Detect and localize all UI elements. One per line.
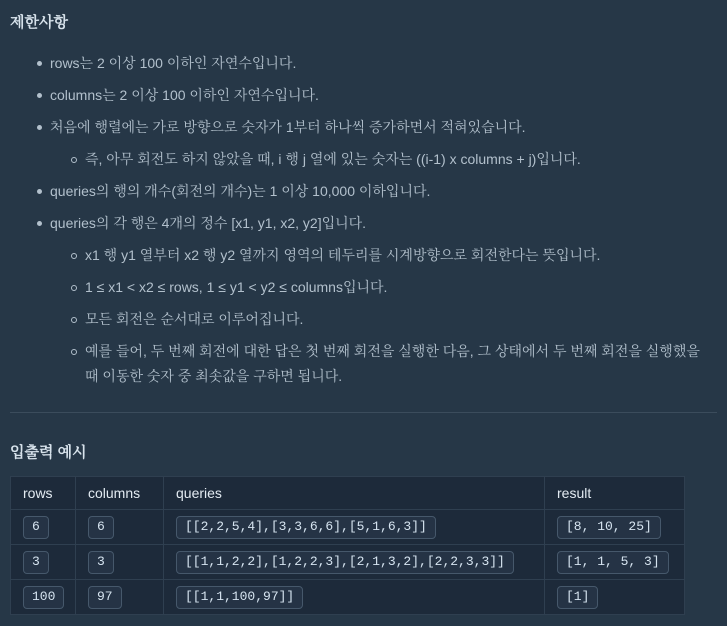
constraint-text: columns는 2 이상 100 이하인 자연수입니다. [50,87,319,103]
constraint-item [10,179,717,204]
cell-result [545,510,685,545]
table-header-row [11,477,685,510]
code-value: 100 [23,586,64,609]
cell-result [545,580,685,615]
examples-table [10,476,685,615]
code-value: [1, 1, 5, 3] [557,551,669,574]
constraint-item [10,211,717,236]
constraints-list [10,51,717,389]
examples-title: 입출력 예시 [10,444,87,461]
circle-bullet-icon [71,317,77,323]
code-value: [1] [557,586,598,609]
constraint-subitem [10,307,717,332]
cell-columns [76,580,164,615]
circle-bullet-icon [71,253,77,259]
constraint-text: 예를 들어, 두 번째 회전에 대한 답은 첫 번째 회전을 실행한 다음, 그 상태에서 두 번째 회전을 실행했을 때 이동한 숫자 중 최솟값을 구하면 됩니다. [85,343,700,384]
col-header-rows: rows [11,477,76,510]
cell-columns [76,510,164,545]
table-row [11,580,685,615]
constraint-text: 즉, 아무 회전도 하지 않았을 때, i 행 j 열에 있는 숫자는 ((i-1) x columns + j)입니다. [85,151,581,167]
code-value: [8, 10, 25] [557,516,661,539]
bullet-icon [37,125,42,130]
constraint-item [10,115,717,140]
restrictions-title: 제한사항 [10,14,68,31]
bullet-icon [37,61,42,66]
constraint-item [10,83,717,108]
constraint-subitem [10,339,717,389]
section-divider [10,412,717,413]
col-header-result: result [545,477,685,510]
cell-queries [164,580,545,615]
cell-result [545,545,685,580]
table-row [11,545,685,580]
bullet-icon [37,93,42,98]
constraint-subitem [10,243,717,268]
code-value: [[2,2,5,4],[3,3,6,6],[5,1,6,3]] [176,516,436,539]
bullet-icon [37,221,42,226]
constraint-text: 1 ≤ x1 < x2 ≤ rows, 1 ≤ y1 < y2 ≤ columns입니다. [85,279,388,295]
circle-bullet-icon [71,285,77,291]
col-header-queries: queries [164,477,545,510]
circle-bullet-icon [71,349,77,355]
constraint-text: 처음에 행렬에는 가로 방향으로 숫자가 1부터 하나씩 증가하면서 적혀있습니다. [50,119,526,135]
cell-columns [76,545,164,580]
cell-rows [11,510,76,545]
cell-rows [11,545,76,580]
constraint-subitem [10,147,717,172]
cell-rows [11,580,76,615]
circle-bullet-icon [71,157,77,163]
code-value: [[1,1,2,2],[1,2,2,3],[2,1,3,2],[2,2,3,3]] [176,551,514,574]
constraint-text: rows는 2 이상 100 이하인 자연수입니다. [50,55,297,71]
constraint-subitem [10,275,717,300]
constraint-text: queries의 각 행은 4개의 정수 [x1, y1, x2, y2]입니다. [50,215,367,231]
constraint-text: x1 행 y1 열부터 x2 행 y2 열까지 영역의 테두리를 시계방향으로 회전한다는 뜻입니다. [85,247,601,263]
constraint-text: 모든 회전은 순서대로 이루어집니다. [85,311,304,327]
code-value: 6 [88,516,114,539]
bullet-icon [37,189,42,194]
constraint-text: queries의 행의 개수(회전의 개수)는 1 이상 10,000 이하입니다. [50,183,431,199]
code-value: 3 [23,551,49,574]
col-header-columns: columns [76,477,164,510]
cell-queries [164,545,545,580]
code-value: 6 [23,516,49,539]
code-value: [[1,1,100,97]] [176,586,303,609]
cell-queries [164,510,545,545]
constraint-item [10,51,717,76]
code-value: 97 [88,586,122,609]
code-value: 3 [88,551,114,574]
table-row [11,510,685,545]
